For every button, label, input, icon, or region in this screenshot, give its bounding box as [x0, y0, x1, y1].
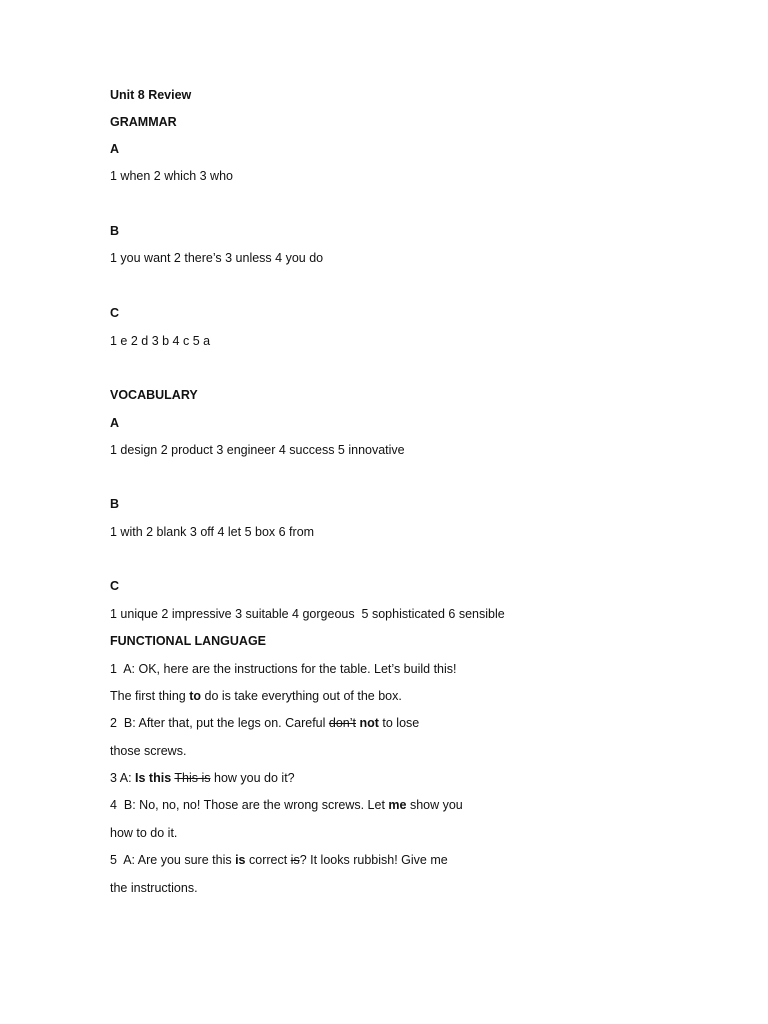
functional-line-9: the instructions. — [110, 881, 198, 895]
text-run: 3 A: — [110, 771, 136, 785]
document-title: Unit 8 Review — [110, 88, 192, 102]
grammar-a-label: A — [110, 142, 120, 156]
struck-text: is — [290, 853, 300, 867]
functional-line-7: how to do it. — [110, 826, 178, 840]
text-run: how you do it? — [210, 771, 295, 785]
functional-line-1: 1 A: OK, here are the instructions for the table. Let’s build this! — [110, 662, 457, 676]
struck-text: This is — [174, 771, 211, 785]
text-run: 4 B: No, no, no! Those are the wrong screws. Let — [110, 798, 389, 812]
struck-text: don’t — [328, 716, 356, 730]
bold-correction: not — [359, 716, 379, 730]
grammar-heading: GRAMMAR — [110, 115, 177, 129]
vocabulary-b-answers: 1 with 2 blank 3 off 4 let 5 box 6 from — [110, 525, 315, 539]
grammar-b-answers: 1 you want 2 there’s 3 unless 4 you do — [110, 251, 324, 265]
functional-line-6 — [110, 797, 463, 813]
bold-correction: is — [235, 853, 246, 867]
vocabulary-heading: VOCABULARY — [110, 388, 198, 402]
vocabulary-c-label: C — [110, 579, 120, 593]
text-run: 5 A: Are you sure this — [110, 853, 236, 867]
bold-correction: Is this — [135, 771, 172, 785]
text-run: ? It looks rubbish! Give me — [299, 853, 448, 867]
vocabulary-b-label: B — [110, 497, 120, 511]
grammar-c-label: C — [110, 306, 120, 320]
grammar-c-answers: 1 e 2 d 3 b 4 c 5 a — [110, 334, 211, 348]
text-run: to lose — [378, 716, 420, 730]
functional-line-5 — [110, 770, 295, 786]
grammar-a-answers: 1 when 2 which 3 who — [110, 169, 233, 183]
bold-correction: to — [189, 689, 202, 703]
grammar-b-label: B — [110, 224, 120, 238]
functional-language-heading: FUNCTIONAL LANGUAGE — [110, 634, 267, 648]
text-run: show you — [406, 798, 463, 812]
text-run: do is take everything out of the box. — [201, 689, 402, 703]
functional-line-3 — [110, 715, 419, 731]
functional-line-4: those screws. — [110, 744, 187, 758]
bold-correction: me — [388, 798, 407, 812]
text-run: The first thing — [110, 689, 190, 703]
text-run: 2 B: After that, put the legs on. Careful — [110, 716, 329, 730]
functional-line-2 — [110, 688, 402, 704]
vocabulary-c-answers: 1 unique 2 impressive 3 suitable 4 gorgeous 5 sophisticated 6 sensible — [110, 607, 505, 621]
vocabulary-a-answers: 1 design 2 product 3 engineer 4 success 5 innovative — [110, 443, 405, 457]
functional-line-8 — [110, 852, 448, 868]
vocabulary-a-label: A — [110, 416, 120, 430]
text-run: correct — [245, 853, 291, 867]
